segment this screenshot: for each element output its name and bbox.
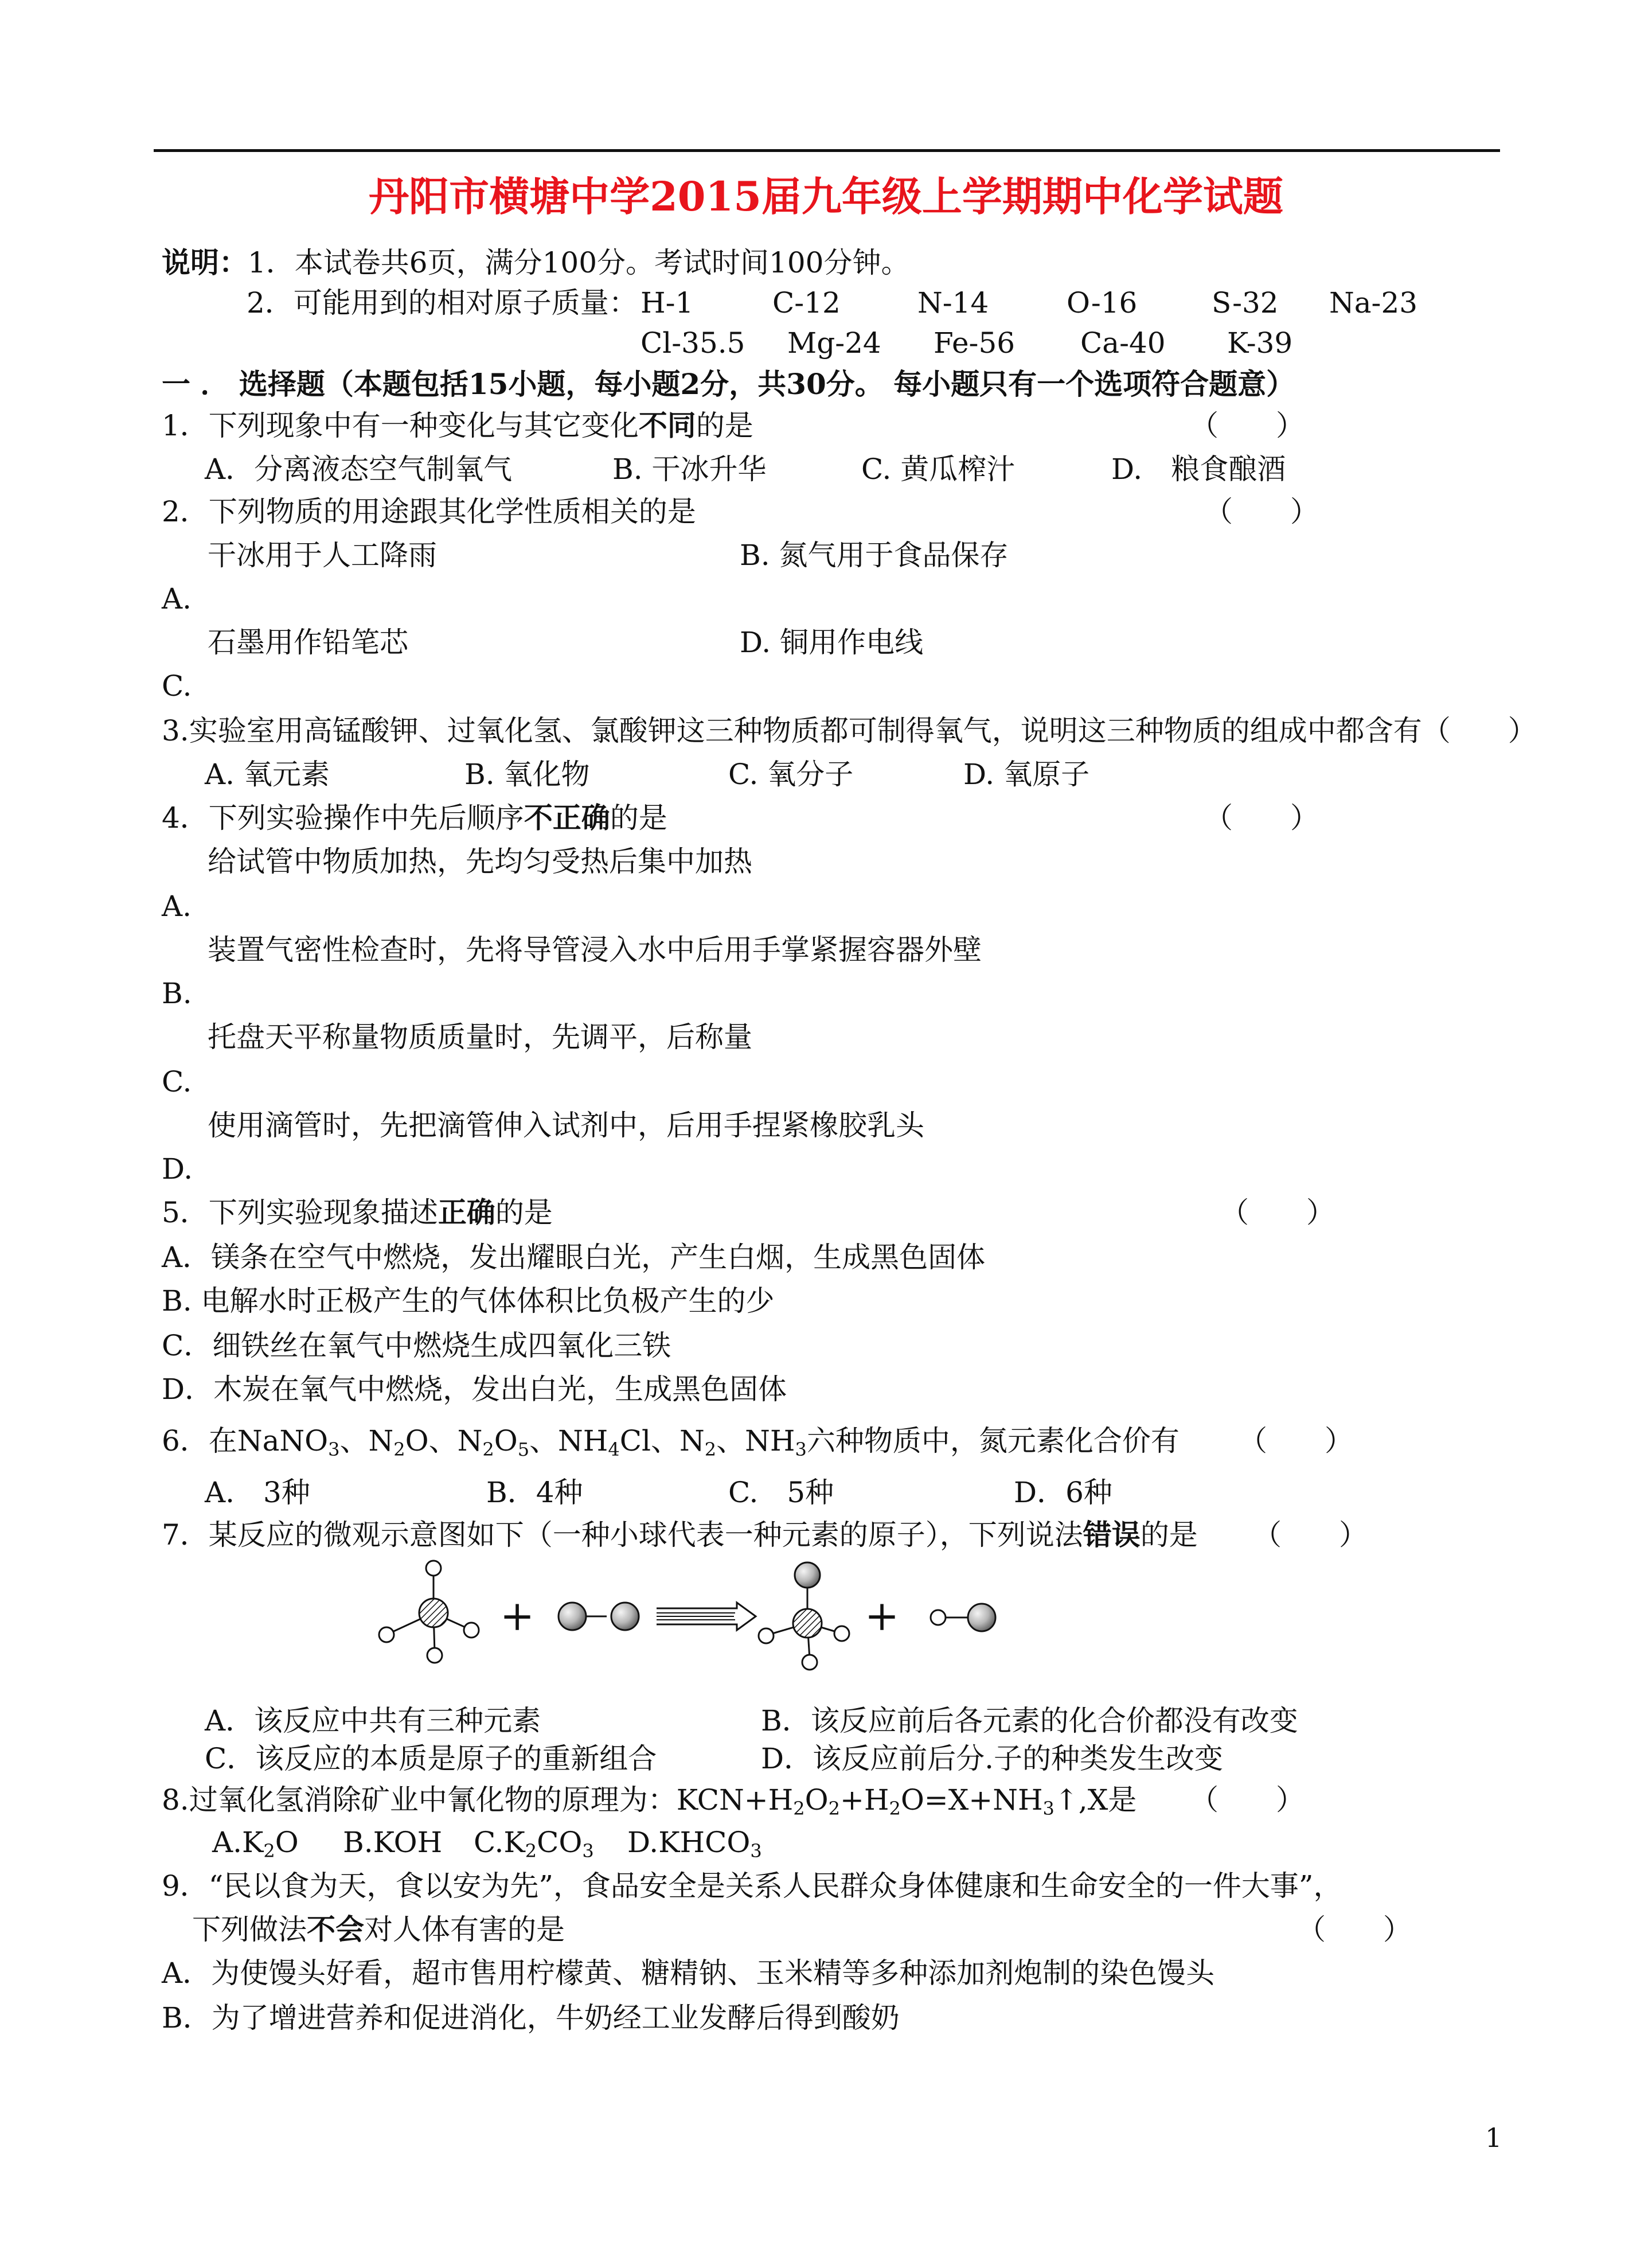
mass-ca: Ca-40 (1080, 326, 1166, 360)
q3-option-a: A. 氧元素 (205, 758, 330, 791)
q4-option-c-letter: C. (162, 1065, 192, 1098)
header-rule (154, 149, 1500, 152)
page-number: 1 (1485, 2122, 1502, 2153)
mass-k: K-39 (1227, 326, 1293, 360)
q2-option-d: D. 铜用作电线 (740, 626, 924, 659)
q7-option-b: B．该反应前后各元素的化合价都没有改变 (761, 1704, 1298, 1737)
q7-reaction-diagram (367, 1549, 1032, 1681)
q2-stem: 2．下列物质的用途跟其化学性质相关的是 (162, 495, 696, 528)
q9-stem-line1: 9．“民以食为天，食以安为先”，食品安全是关系人民群众身体健康和生命安全的一件大事”， (162, 1869, 1342, 1903)
q6-option-c: C. 5种 (728, 1476, 834, 1509)
q4-option-a-text: 给试管中物质加热，先均匀受热后集中加热 (208, 845, 752, 878)
q8-option-d: $D.KHCO_3$ (627, 1826, 762, 1862)
q3-option-c: C. 氧分子 (728, 758, 854, 791)
q6-option-d: D．6种 (1014, 1476, 1112, 1509)
product-molecule-1 (759, 1562, 849, 1670)
notes-label: 说明： (162, 245, 248, 279)
mass-na: Na-23 (1329, 286, 1418, 319)
q4-answer-blank: （ ） (1204, 801, 1319, 835)
reactant-molecule-2 (559, 1603, 639, 1630)
q4-option-c-text: 托盘天平称量物质质量时，先调平，后称量 (208, 1020, 752, 1054)
q1-option-d: D. 粮食酿酒 (1111, 453, 1286, 486)
q7-stem: 7．某反应的微观示意图如下（一种小球代表一种元素的原子），下列说法错误的是 (162, 1518, 1198, 1552)
q4-option-b-text: 装置气密性检查时，先将导管浸入水中后用手掌紧握容器外壁 (208, 933, 982, 966)
q1-answer-blank: （ ） (1190, 409, 1305, 442)
q2-option-b: B. 氮气用于食品保存 (740, 539, 1009, 572)
q8-answer-blank: （ ） (1190, 1783, 1305, 1817)
q7-option-c: C．该反应的本质是原子的重新组合 (205, 1742, 657, 1775)
q4-stem: 4．下列实验操作中先后顺序不正确的是 (162, 801, 667, 835)
reaction-arrow (657, 1603, 756, 1630)
q2-option-a-letter: A. (162, 582, 192, 615)
q1-option-c: C. 黄瓜榨汁 (861, 453, 1016, 486)
q6-option-b: B．4种 (486, 1476, 583, 1509)
q2-answer-blank: （ ） (1204, 495, 1319, 528)
plus-sign-1: + (499, 1592, 535, 1640)
mass-n: N-14 (917, 286, 989, 319)
notes-line1: 说明：1．本试卷共6页，满分100分。考试时间100分钟。 (162, 245, 910, 279)
q5-option-d: D．木炭在氧气中燃烧，发出白光，生成黑色固体 (162, 1373, 787, 1406)
q5-answer-blank: （ ） (1220, 1196, 1335, 1229)
q1-stem: 1．下列现象中有一种变化与其它变化不同的是 (162, 408, 753, 442)
q4-option-b-letter: B. (162, 977, 192, 1010)
q6-option-a: A. 3种 (205, 1476, 310, 1509)
mass-h: H-1 (641, 286, 694, 319)
q5-stem: 5．下列实验现象描述正确的是 (162, 1195, 553, 1229)
mass-c: C-12 (772, 286, 841, 319)
q3-option-d: D. 氧原子 (963, 758, 1090, 791)
notes-line2-prefix: 2．可能用到的相对原子质量： (247, 286, 638, 319)
page-title: 丹阳市横塘中学2015届九年级上学期期中化学试题 (369, 173, 1283, 220)
mass-fe: Fe-56 (934, 326, 1016, 360)
q2-option-c-text: 石墨用作铅笔芯 (208, 626, 408, 659)
q6-stem: 6．在NaNO$_3$、$N_2O$、$N_2O_5$、$NH_4Cl$、$N_2$、$NH_3$六种物质中，氮元素化合价有 (162, 1424, 1180, 1460)
q1-option-a: A．分离液态空气制氧气 (205, 453, 513, 486)
product-molecule-2 (931, 1604, 995, 1631)
q7-option-d: D．该反应前后分.子的种类发生改变 (761, 1742, 1223, 1775)
q4-option-d-text: 使用滴管时，先把滴管伸入试剂中，后用手捏紧橡胶乳头 (208, 1109, 924, 1142)
q9-option-b: B．为了增进营养和促进消化，牛奶经工业发酵后得到酸奶 (162, 2001, 900, 2034)
q3-stem: 3.实验室用高锰酸钾、过氧化氢、氯酸钾这三种物质都可制得氧气，说明这三种物质的组成中都含有（ ） (162, 714, 1537, 747)
q9-stem-line2: 下列做法不会对人体有害的是 (192, 1912, 565, 1946)
q7-answer-blank: （ ） (1253, 1518, 1368, 1552)
q5-option-a: A．镁条在空气中燃烧，发出耀眼白光，产生白烟，生成黑色固体 (162, 1241, 986, 1274)
q9-answer-blank: （ ） (1297, 1913, 1412, 1946)
q1-option-b: B. 干冰升华 (612, 453, 767, 486)
q2-option-a-text: 干冰用于人工降雨 (208, 539, 437, 572)
mass-s: S-32 (1212, 286, 1279, 319)
q5-option-b: B. 电解水时正极产生的气体体积比负极产生的少 (162, 1284, 775, 1318)
q9-option-a: A．为使馒头好看，超市售用柠檬黄、糖精钠、玉米精等多种添加剂炮制的染色馒头 (162, 1956, 1215, 1990)
q7-option-a: A．该反应中共有三种元素 (205, 1704, 541, 1737)
q4-option-d-letter: D. (162, 1152, 193, 1186)
mass-o: O-16 (1067, 286, 1138, 319)
q8-option-c: $C.K_2CO_3$ (474, 1826, 594, 1862)
mass-mg: Mg-24 (787, 326, 881, 360)
q8-stem: 8.过氧化氢消除矿业中氰化物的原理为：$KCN+H_2O_2+H_2O=X+NH_3↑,X$是 (162, 1783, 1137, 1819)
q6-answer-blank: （ ） (1239, 1424, 1353, 1457)
q2-option-c-letter: C. (162, 669, 192, 703)
plus-sign-2: + (864, 1592, 900, 1640)
q8-option-b: B.KOH (343, 1826, 443, 1859)
q4-option-a-letter: A. (162, 890, 192, 923)
q5-option-c: C．细铁丝在氧气中燃烧生成四氧化三铁 (162, 1329, 671, 1362)
mass-cl: Cl-35.5 (641, 326, 745, 360)
q3-option-b: B. 氧化物 (464, 758, 590, 791)
section1-heading: 一 ． 选择题（本题包括15小题，每小题2分，共30分。 每小题只有一个选项符合题意） (162, 367, 1295, 401)
reactant-molecule-1 (379, 1561, 479, 1663)
q8-option-a: $A.K_2O$ (212, 1826, 299, 1862)
